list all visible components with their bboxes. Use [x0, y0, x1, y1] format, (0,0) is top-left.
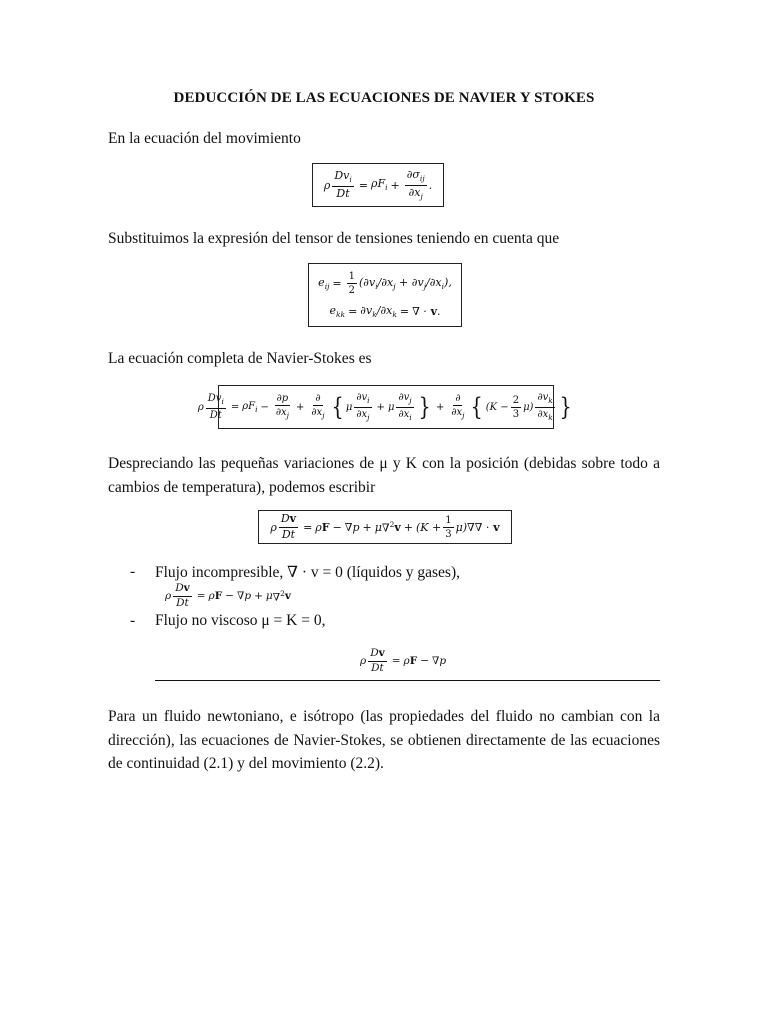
equation-motion-box	[312, 163, 444, 207]
equation-complete-navier-stokes: ρ $\frac{Dv_i}{Dt}$ = $\rho F_i$ − $\frac{\partial p}{\partial x_j}$ + $\frac{\partial}{\partial x_j}$ { μ $\frac{\partial v_i}{\partial x_j}$ + μ $\frac{\partial v_j}{\partial x_i}$ } + $\frac{\partial}{\partial x_j}$ { (K − $\frac{2}{3}$ μ) $\frac{\partial v_k}{\partial x_k}$ }	[197, 392, 572, 422]
bullet-incompressible-text: Flujo incompresible, ∇ · v = 0 (líquidos y gases),	[155, 564, 460, 581]
bullet-dash-incompressible: -	[130, 563, 136, 580]
paragraph-complete-intro: La ecuación completa de Navier-Stokes es	[108, 350, 372, 367]
equation-strain-rate: $e_{ij}$ = $\frac{1}{2}$ $(\partial v_i/\partial x_j + \partial v_j/\partial x_i)$,	[318, 270, 452, 296]
bullet-inviscid-text: Flujo no viscoso μ = K = 0,	[155, 612, 326, 629]
equation-vector-form: ρ $\frac{Dv}{Dt}$ = ρ F − ∇ p + μ ∇$^2$ v + (K + $\frac{1}{3}$ μ) ∇∇ · v	[270, 512, 500, 541]
page-title: DEDUCCIÓN DE LAS ECUACIONES DE NAVIER Y STOKES	[173, 90, 595, 106]
equation-vector-box	[258, 510, 512, 544]
horizontal-divider	[155, 680, 660, 681]
paragraph-motion-intro: En la ecuación del movimiento	[108, 130, 301, 147]
equation-inviscid: ρ $\frac{Dv}{Dt}$ = ρ F − ∇ p	[360, 647, 447, 674]
equation-complete-box	[197, 385, 572, 429]
equation-strain-box	[308, 263, 462, 327]
paragraph-simplification: Despreciando las pequeñas variaciones de μ y K con la posición (debidas sobre todo a cambios de temperatura), podemos escribir	[108, 455, 660, 496]
equation-motion: ρ $\frac{Dv_i}{Dt}$ = $\rho F_i$ + $\frac{\partial\sigma_{ij}}{\partial x_j}$ .	[323, 168, 433, 201]
paragraph-tensor-intro: Substituimos la expresión del tensor de tensiones teniendo en cuenta que	[108, 230, 560, 247]
paragraph-newtonian: Para un fluido newtoniano, e isótropo (las propiedades del fluido no cambian con la dirección), las ecuaciones de Navier-Stokes, se obtienen directamente de las ecuaciones de continuidad (2.1) y del movimiento (2.2).	[108, 708, 660, 772]
equation-incompressible: ρ $\frac{Dv}{Dt}$ = ρ F − ∇ p + μ ∇$^2$ v	[165, 582, 291, 609]
equation-divergence: $e_{kk}$ = $\partial v_k/\partial x_k$ = ∇ · v .	[329, 303, 441, 320]
bullet-dash-inviscid: -	[130, 612, 136, 629]
